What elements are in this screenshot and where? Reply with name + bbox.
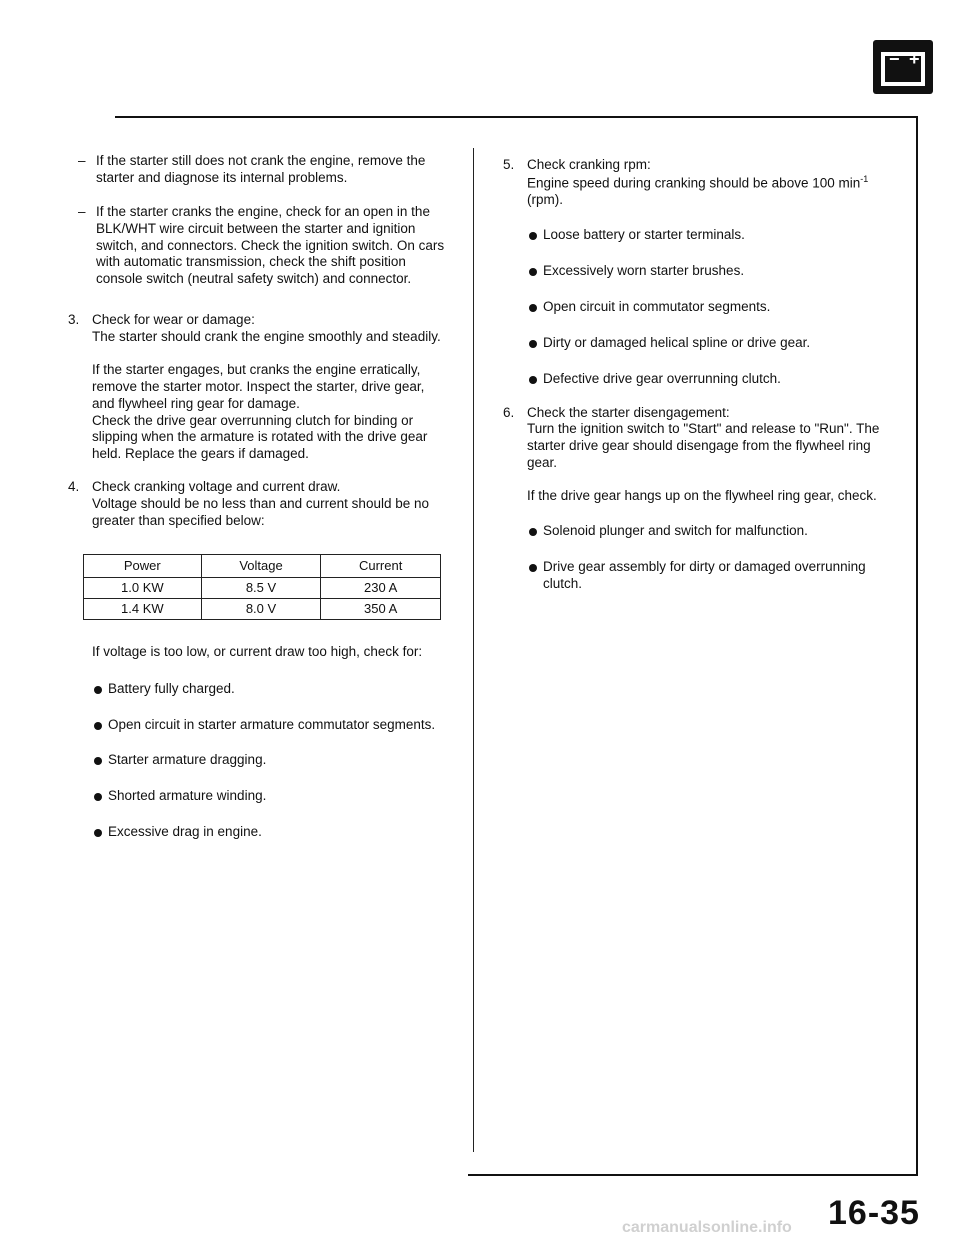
cell-current: 350 A (321, 598, 441, 619)
watermark: carmanualsonline.info (622, 1219, 792, 1236)
cell-voltage: 8.0 V (201, 598, 321, 619)
list-item: Defective drive gear overrunning clutch. (527, 371, 888, 388)
plus-sign: + (909, 49, 920, 69)
step-6 (503, 405, 888, 593)
step-4-number: 4. (68, 479, 80, 495)
spec-table (83, 554, 441, 620)
col-header-current: Current (321, 554, 441, 577)
step-3-para2: If the starter engages, but cranks the engine erratically, remove the starter motor. Inspect the starter, drive gear, and flywheel ring gear for damage. (92, 361, 425, 411)
list-item: Solenoid plunger and switch for malfunction. (527, 523, 888, 540)
step-4 (68, 479, 446, 841)
step-4-line: Voltage should be no less than and current should be no greater than specified below: (92, 496, 429, 528)
step-6-number: 6. (503, 404, 515, 420)
right-column (503, 157, 888, 612)
dash-text-1: If the starter still does not crank the engine, remove the starter and diagnose its internal problems. (96, 153, 426, 185)
list-item: Loose battery or starter terminals. (527, 227, 888, 244)
dash-item-1: – If the starter still does not crank the engine, remove the starter and diagnose its internal problems. (68, 153, 446, 187)
left-column (68, 153, 446, 860)
minus-sign: − (889, 49, 900, 69)
step-3-number: 3. (68, 312, 80, 328)
list-item: Open circuit in starter armature commutator segments. (92, 717, 446, 734)
list-item: Open circuit in commutator segments. (527, 299, 888, 316)
cell-voltage: 8.5 V (201, 577, 321, 598)
spec-table-header (84, 554, 441, 577)
table-row (84, 577, 441, 598)
cell-power: 1.0 KW (84, 577, 202, 598)
dash-item-2: – If the starter cranks the engine, check for an open in the BLK/WHT wire circuit between the starter and ignition switch, and connectors. Check the ignition switch. On cars with automatic transmission, check the shift position console switch (neutral safety switch) and connector. (78, 203, 445, 287)
step-5-line: Engine speed during cranking should be above 100 $\min^{-1} (rpm)$. (527, 173, 869, 208)
col-header-voltage: Voltage (201, 554, 321, 577)
list-item: Excessively worn starter brushes. (527, 263, 888, 280)
list-item: Starter armature dragging. (92, 752, 446, 769)
column-divider (473, 148, 474, 1152)
battery-icon (873, 40, 933, 94)
list-item: Excessive drag in engine. (92, 824, 446, 841)
step-5-number: 5. (503, 157, 515, 172)
list-item: Dirty or damaged helical spline or drive gear. (527, 335, 888, 352)
table-row (84, 598, 441, 619)
frame-bottom-rule (468, 1174, 918, 1176)
frame-right-rule (916, 116, 918, 1176)
list-item: Shorted armature winding. (92, 788, 446, 805)
step-6-para2: If the drive gear hangs up on the flywheel ring gear, check. (527, 488, 877, 503)
list-item: Drive gear assembly for dirty or damaged overrunning clutch. (527, 559, 888, 593)
col-header-power: Power (84, 554, 202, 577)
step-3 (68, 312, 446, 463)
step-5 (503, 157, 888, 388)
step-3-para3: Check the drive gear overrunning clutch for binding or slipping when the armature is rotated with the drive gear held. Replace the gears if damaged. (92, 412, 428, 462)
list-item: Battery fully charged. (92, 681, 446, 698)
step-4-title: Check cranking voltage and current draw. (92, 479, 341, 495)
step-3-line: The starter should crank the engine smoothly and steadily. (92, 329, 441, 344)
step-5-title: Check cranking rpm: (527, 157, 651, 172)
step-6-title: Check the starter disengagement: (527, 404, 730, 420)
check-intro: If voltage is too low, or current draw too high, check for: (92, 643, 423, 659)
step-6-line: Turn the ignition switch to "Start" and release to "Run". The starter drive gear should disengage from the flywheel ring gear. (527, 421, 880, 471)
dash-text-2: If the starter cranks the engine, check for an open in the BLK/WHT wire circuit between the starter and ignition switch, and connectors. Check the ignition switch. On cars with automatic transmission, check the shift position console switch (neutral safety switch) and connector. (96, 203, 445, 287)
frame-top-rule (115, 116, 918, 118)
cell-current: 230 A (321, 577, 441, 598)
cell-power: 1.4 KW (84, 598, 202, 619)
step-3-title: Check for wear or damage: (92, 312, 255, 328)
page-number: 16-35 (828, 1194, 920, 1232)
